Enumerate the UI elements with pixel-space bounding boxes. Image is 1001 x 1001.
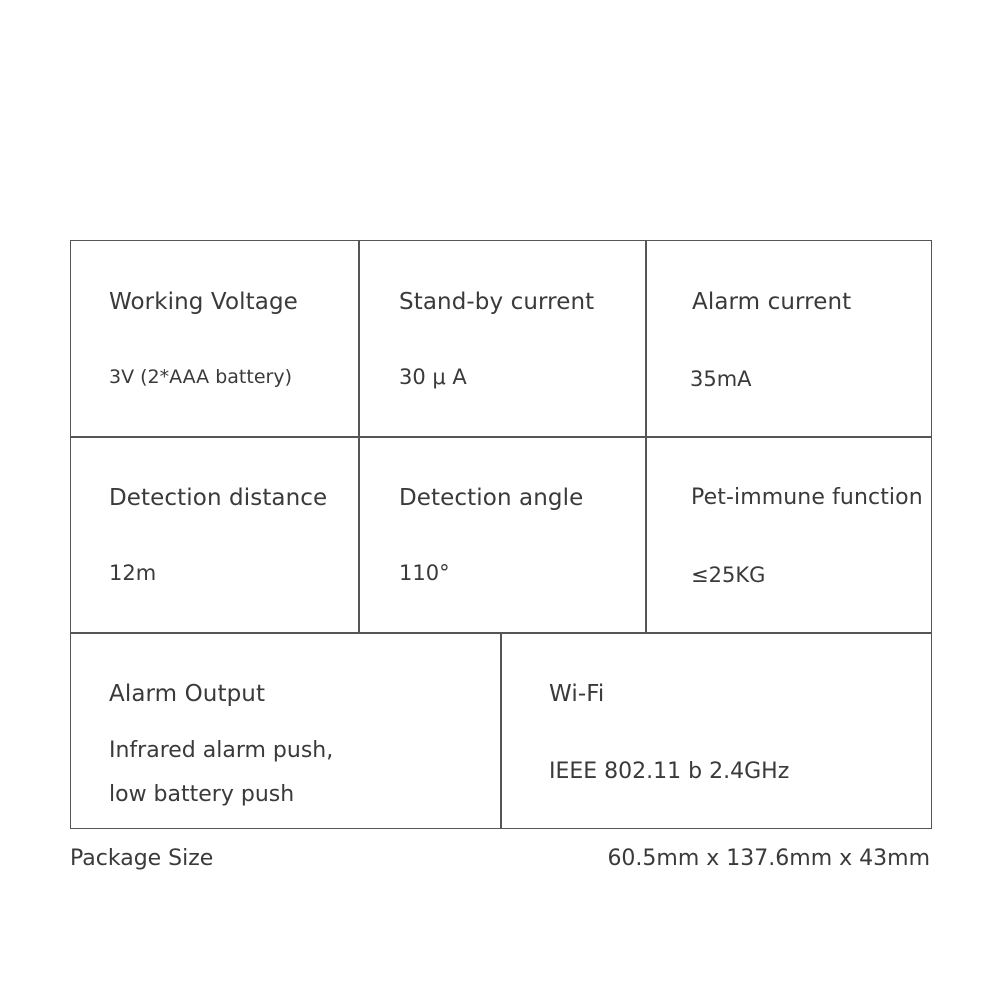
spec-cell-alarm-output [71, 633, 500, 828]
spec-label: Stand-by current [399, 289, 595, 315]
package-size-label: Package Size [70, 846, 214, 871]
spec-value: 30 μ A [399, 365, 467, 389]
spec-value: IEEE 802.11 b 2.4GHz [549, 759, 790, 784]
spec-label: Working Voltage [109, 289, 298, 315]
spec-value-line1: Infrared alarm push, [109, 738, 334, 763]
spec-cell-alarm-current [646, 241, 931, 436]
spec-cell-detection-distance [71, 437, 358, 632]
package-size-value: 60.5mm x 137.6mm x 43mm [607, 846, 930, 871]
spec-table [70, 240, 932, 829]
spec-cell-pet-immune [646, 437, 931, 632]
spec-label: Detection angle [399, 485, 584, 511]
spec-cell-wifi [502, 633, 931, 828]
spec-value: 35mA [690, 367, 752, 391]
spec-cell-working-voltage [71, 241, 358, 436]
spec-value: 110° [399, 561, 450, 585]
spec-label: Wi-Fi [549, 681, 605, 707]
spec-label: Pet-immune function [691, 485, 923, 510]
spec-label: Alarm current [692, 289, 852, 315]
spec-label: Alarm Output [109, 681, 266, 707]
spec-value-line2: low battery push [109, 782, 295, 807]
spec-label: Detection distance [109, 485, 328, 511]
spec-value: 12m [109, 561, 157, 585]
spec-value: ≤25KG [691, 563, 766, 587]
spec-cell-detection-angle [359, 437, 645, 632]
spec-cell-standby-current [359, 241, 645, 436]
spec-value: 3V (2*AAA battery) [109, 366, 292, 388]
